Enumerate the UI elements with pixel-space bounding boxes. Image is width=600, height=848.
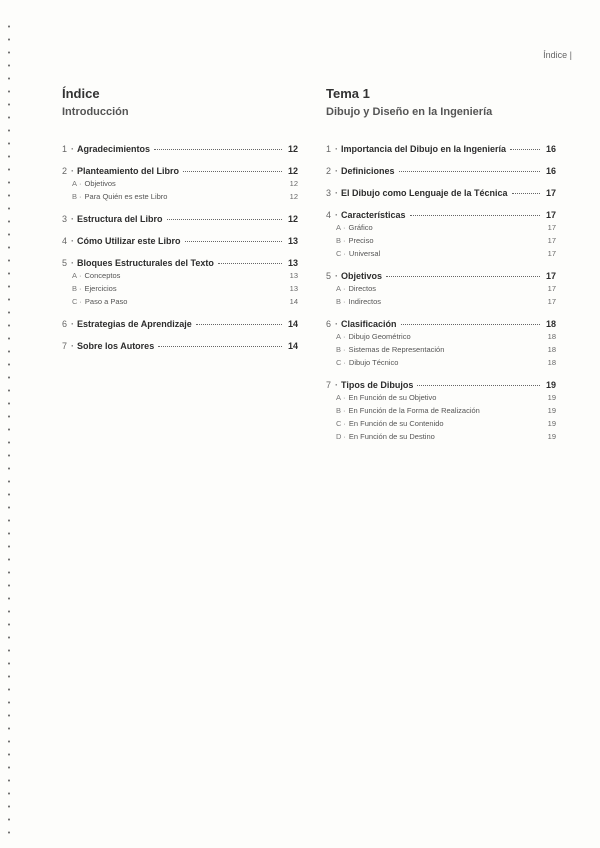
toc-bullet: · — [343, 332, 346, 341]
toc-entry-row — [326, 166, 556, 179]
toc-entry-label: Agradecimientos — [77, 144, 151, 154]
toc-entry-label: Planteamiento del Libro — [77, 166, 180, 176]
toc-entry-number: 2 — [326, 166, 332, 176]
dot-leader — [417, 385, 540, 386]
toc-subentry-row — [326, 432, 556, 445]
toc-subentry-label: Directos — [348, 284, 377, 293]
toc-bullet: · — [79, 179, 82, 188]
toc-subentry-label: En Función de su Contenido — [348, 419, 444, 428]
toc-entry-number: 3 — [62, 214, 68, 224]
toc-entry-page: 13 — [287, 236, 298, 246]
toc-entry — [326, 319, 556, 371]
toc-subentry-page: 12 — [289, 192, 298, 201]
toc-bullet: · — [335, 319, 339, 329]
dot-leader — [510, 149, 540, 150]
toc-subentry-letter: C — [336, 249, 342, 258]
toc-subentry-row — [326, 358, 556, 371]
toc-subentry-letter: B — [72, 192, 78, 201]
right-column — [326, 86, 556, 454]
toc-entry-label: Definiciones — [341, 166, 395, 176]
running-head: Índice | — [543, 50, 572, 60]
dot-leader — [410, 215, 540, 216]
dot-leader — [399, 171, 540, 172]
toc-bullet: · — [335, 188, 339, 198]
toc-bullet: · — [343, 223, 346, 232]
dot-leader — [218, 263, 282, 264]
toc-subentry-label: Dibujo Técnico — [348, 358, 399, 367]
tema-subtitle: Dibujo y Diseño en la Ingeniería — [326, 106, 493, 118]
toc-bullet: · — [343, 236, 346, 245]
toc-subentry-row — [62, 297, 298, 310]
toc-entry-number: 6 — [62, 319, 68, 329]
toc-subentry-label: Gráfico — [348, 223, 373, 232]
toc-bullet: · — [343, 432, 346, 441]
toc-subentry-label: Preciso — [348, 236, 374, 245]
toc-entry — [62, 341, 298, 354]
toc-subentry-letter: B — [336, 236, 342, 245]
toc-subentry-label: En Función de la Forma de Realización — [348, 406, 480, 415]
toc-subentry-page: 17 — [547, 297, 556, 306]
toc-entry-page: 16 — [545, 144, 556, 154]
toc-entry — [326, 166, 556, 179]
toc-bullet: · — [71, 214, 75, 224]
toc-subentry-page: 19 — [547, 393, 556, 402]
toc-subentry-row — [62, 179, 298, 192]
toc-subentry-label: Ejercicios — [84, 284, 117, 293]
dot-leader — [154, 149, 282, 150]
toc-subentry-page: 18 — [547, 332, 556, 341]
toc-entry — [326, 380, 556, 445]
toc-subentry-page: 19 — [547, 406, 556, 415]
toc-entry-row — [326, 144, 556, 157]
toc-entry-number: 2 — [62, 166, 68, 176]
tema-title: Tema 1 — [326, 86, 370, 101]
toc-subentry-letter: A — [72, 179, 78, 188]
toc-entry — [62, 144, 298, 157]
toc-entry-number: 1 — [326, 144, 332, 154]
dot-leader — [158, 346, 282, 347]
toc-bullet: · — [343, 249, 346, 258]
toc-bullet: · — [71, 236, 75, 246]
toc-entry-number: 7 — [62, 341, 68, 351]
toc-subentry-page: 18 — [547, 358, 556, 367]
dot-leader — [185, 241, 282, 242]
toc-entry — [62, 258, 298, 310]
toc-entry-row — [62, 236, 298, 249]
toc-bullet: · — [71, 341, 75, 351]
toc-entry-page: 17 — [545, 210, 556, 220]
toc-entry-label: Sobre los Autores — [77, 341, 155, 351]
toc-subentry-page: 17 — [547, 284, 556, 293]
toc-entry — [326, 210, 556, 262]
toc-subentry-label: Dibujo Geométrico — [348, 332, 411, 341]
dot-leader — [196, 324, 282, 325]
toc-entry-row — [62, 144, 298, 157]
index-title: Índice — [62, 86, 100, 101]
binding-holes — [6, 20, 12, 840]
toc-bullet: · — [335, 210, 339, 220]
toc-subentry-page: 18 — [547, 345, 556, 354]
toc-subentry-label: Para Quién es este Libro — [84, 192, 168, 201]
toc-subentry-letter: B — [336, 345, 342, 354]
toc-entry-page: 12 — [287, 144, 298, 154]
toc-entry — [62, 214, 298, 227]
toc-entry-page: 12 — [287, 166, 298, 176]
introduction-subtitle: Introducción — [62, 106, 129, 118]
toc-subentry-row — [326, 223, 556, 236]
toc-subentry-letter: C — [336, 419, 342, 428]
toc-subentry-page: 17 — [547, 236, 556, 245]
toc-subentry-row — [62, 284, 298, 297]
dot-leader — [167, 219, 282, 220]
toc-bullet: · — [343, 284, 346, 293]
toc-entry-label: Clasificación — [341, 319, 397, 329]
left-toc-list — [62, 144, 298, 354]
toc-entry-page: 17 — [545, 271, 556, 281]
toc-entry-page: 14 — [287, 319, 298, 329]
dot-leader — [386, 276, 540, 277]
toc-subentry-page: 14 — [289, 297, 298, 306]
toc-bullet: · — [343, 358, 346, 367]
toc-bullet: · — [335, 144, 339, 154]
toc-subentry-row — [326, 332, 556, 345]
toc-bullet: · — [335, 380, 339, 390]
toc-entry-page: 19 — [545, 380, 556, 390]
toc-entry-row — [62, 341, 298, 354]
toc-entry-row — [326, 319, 556, 332]
toc-subentry-letter: C — [72, 297, 78, 306]
toc-bullet: · — [71, 166, 75, 176]
toc-bullet: · — [343, 345, 346, 354]
toc-subentry-letter: D — [336, 432, 342, 441]
toc-subentry-label: Universal — [348, 249, 381, 258]
toc-entry-row — [326, 271, 556, 284]
toc-subentry-row — [326, 406, 556, 419]
toc-entry-label: Bloques Estructurales del Texto — [77, 258, 214, 268]
toc-entry-row — [62, 319, 298, 332]
toc-entry-label: Cómo Utilizar este Libro — [77, 236, 181, 246]
toc-entry-page: 12 — [287, 214, 298, 224]
toc-subentry-row — [326, 393, 556, 406]
toc-entry-row — [62, 214, 298, 227]
toc-subentry-row — [326, 284, 556, 297]
toc-subentry-page: 19 — [547, 432, 556, 441]
toc-entry-label: Estructura del Libro — [77, 214, 163, 224]
toc-subentry-label: Sistemas de Representación — [348, 345, 445, 354]
dot-leader — [401, 324, 540, 325]
toc-entry-row — [326, 210, 556, 223]
toc-entry — [62, 319, 298, 332]
toc-bullet: · — [79, 297, 82, 306]
toc-entry-row — [326, 380, 556, 393]
toc-entry-page: 18 — [545, 319, 556, 329]
toc-subentry-label: Conceptos — [84, 271, 121, 280]
toc-subentry-letter: B — [336, 406, 342, 415]
toc-entry — [326, 271, 556, 310]
toc-entry-label: Importancia del Dibujo en la Ingeniería — [341, 144, 507, 154]
toc-bullet: · — [79, 284, 82, 293]
right-toc-list — [326, 144, 556, 445]
dot-leader — [183, 171, 282, 172]
toc-entry-label: Tipos de Dibujos — [341, 380, 414, 390]
toc-subentry-page: 19 — [547, 419, 556, 428]
toc-entry-label: Objetivos — [341, 271, 383, 281]
dot-leader — [512, 193, 540, 194]
toc-subentry-label: Indirectos — [348, 297, 382, 306]
toc-subentry-page: 17 — [547, 223, 556, 232]
toc-bullet: · — [335, 166, 339, 176]
toc-entry-row — [62, 258, 298, 271]
toc-subentry-letter: A — [336, 284, 342, 293]
toc-bullet: · — [343, 297, 346, 306]
toc-entry-number: 4 — [62, 236, 68, 246]
toc-entry-number: 4 — [326, 210, 332, 220]
toc-bullet: · — [343, 406, 346, 415]
toc-subentry-letter: A — [336, 223, 342, 232]
toc-bullet: · — [79, 271, 82, 280]
toc-entry-page: 16 — [545, 166, 556, 176]
toc-subentry-letter: A — [72, 271, 78, 280]
toc-bullet: · — [335, 271, 339, 281]
toc-subentry-page: 12 — [289, 179, 298, 188]
toc-subentry-row — [62, 192, 298, 205]
toc-entry-label: Características — [341, 210, 406, 220]
toc-entry — [326, 188, 556, 201]
toc-entry-number: 5 — [62, 258, 68, 268]
toc-entry-number: 7 — [326, 380, 332, 390]
toc-entry-page: 17 — [545, 188, 556, 198]
toc-subentry-page: 13 — [289, 284, 298, 293]
toc-bullet: · — [343, 393, 346, 402]
toc-subentry-letter: B — [72, 284, 78, 293]
toc-entry-page: 14 — [287, 341, 298, 351]
toc-subentry-row — [326, 236, 556, 249]
left-column — [62, 86, 298, 363]
toc-subentry-label: En Función de su Destino — [348, 432, 435, 441]
toc-bullet: · — [343, 419, 346, 428]
toc-entry — [62, 166, 298, 205]
toc-subentry-row — [326, 297, 556, 310]
toc-subentry-label: En Función de su Objetivo — [348, 393, 437, 402]
toc-entry-number: 1 — [62, 144, 68, 154]
toc-entry-row — [62, 166, 298, 179]
toc-entry — [326, 144, 556, 157]
toc-bullet: · — [71, 258, 75, 268]
toc-entry-row — [326, 188, 556, 201]
toc-subentry-row — [62, 271, 298, 284]
toc-entry-label: Estrategias de Aprendizaje — [77, 319, 192, 329]
toc-bullet: · — [71, 319, 75, 329]
toc-entry-page: 13 — [287, 258, 298, 268]
toc-subentry-label: Paso a Paso — [84, 297, 128, 306]
toc-entry — [62, 236, 298, 249]
toc-subentry-page: 13 — [289, 271, 298, 280]
toc-bullet: · — [71, 144, 75, 154]
toc-subentry-letter: B — [336, 297, 342, 306]
toc-subentry-page: 17 — [547, 249, 556, 258]
toc-bullet: · — [79, 192, 82, 201]
toc-entry-number: 3 — [326, 188, 332, 198]
toc-subentry-letter: C — [336, 358, 342, 367]
toc-entry-number: 6 — [326, 319, 332, 329]
toc-entry-label: El Dibujo como Lenguaje de la Técnica — [341, 188, 508, 198]
toc-subentry-row — [326, 249, 556, 262]
toc-subentry-row — [326, 419, 556, 432]
toc-entry-number: 5 — [326, 271, 332, 281]
toc-subentry-label: Objetivos — [84, 179, 116, 188]
toc-subentry-letter: A — [336, 393, 342, 402]
toc-subentry-letter: A — [336, 332, 342, 341]
toc-subentry-row — [326, 345, 556, 358]
